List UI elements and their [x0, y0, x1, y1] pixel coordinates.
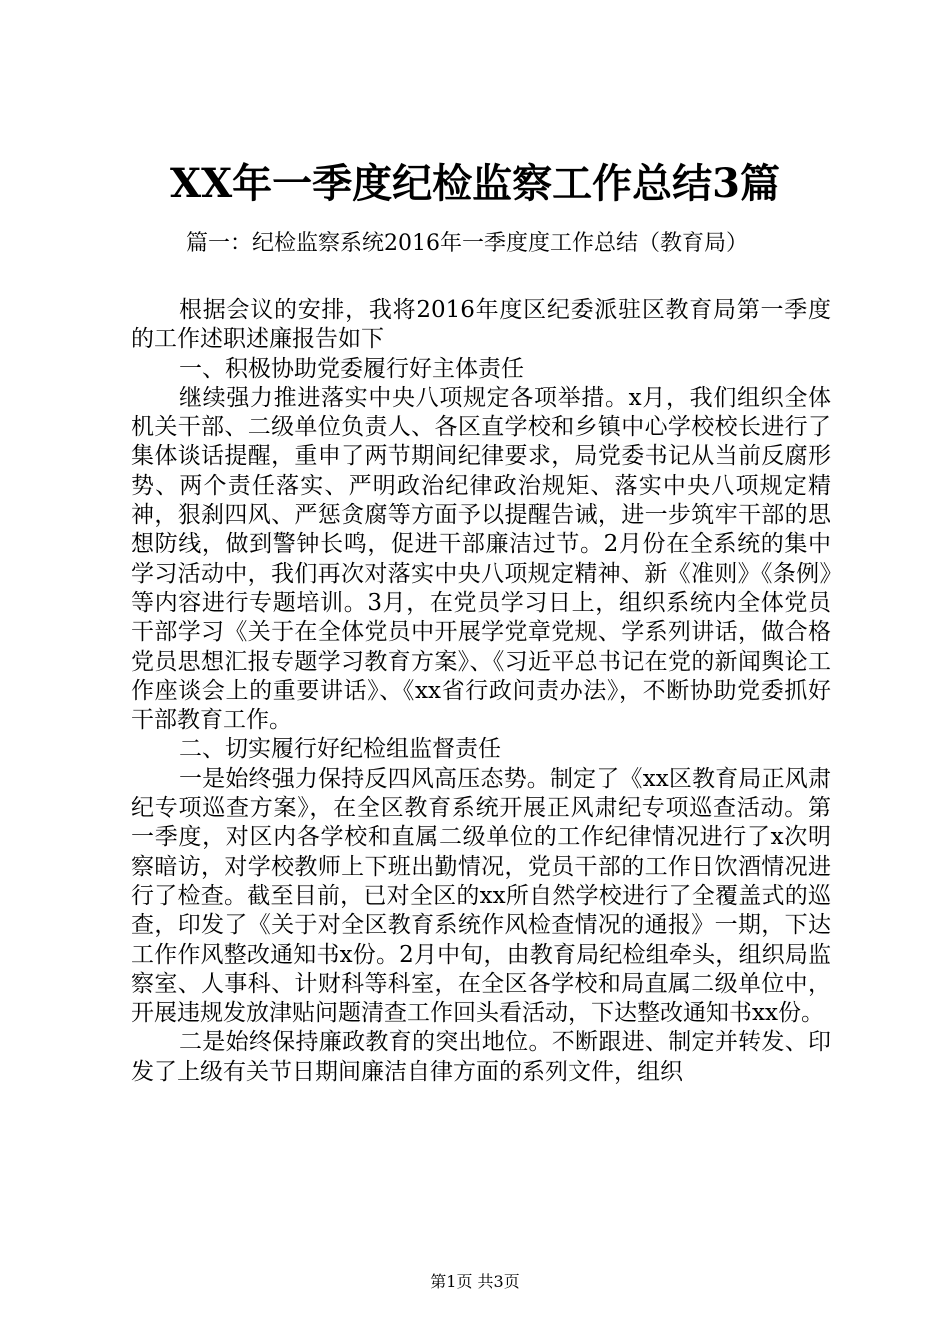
paragraph-section-2a: 一是始终强力保持反四风高压态势。制定了《xx区教育局正风肃纪专项巡查方案》，在全区教育系统开展正风肃纪专项巡查活动。第一季度，对区内各学校和直属二级单位的工作纪律情况进行了x次明察暗访，对学校教师上下班出勤情况，党员干部的工作日饮酒情况进行了检查。截至目前，已对全区的xx所自然学校进行了全覆盖式的巡查，印发了《关于对全区教育系统作风检查情况的通报》一期，下达工作作风整改通知书x份。2月中旬，由教育局纪检组牵头，组织局监察室、人事科、计财科等科室，在全区各学校和局直属二级单位中，开展违规发放津贴问题清查工作回头看活动，下达整改通知书xx份。 — [131, 765, 831, 1027]
paragraph-intro: 根据会议的安排，我将2016年度区纪委派驻区教育局第一季度的工作述职述廉报告如下 — [131, 297, 831, 353]
section-heading-1: 一、积极协助党委履行好主体责任 — [179, 355, 524, 382]
document-subtitle: 篇一：纪检监察系统2016年一季度度工作总结（教育局） — [186, 231, 748, 256]
section-heading-2: 二、切实履行好纪检组监督责任 — [179, 736, 501, 763]
document-body — [131, 296, 831, 1087]
page-footer: 第1页 共3页 — [430, 1272, 520, 1291]
paragraph-section-2b: 二是始终保持廉政教育的突出地位。不断跟进、制定并转发、印发了上级有关节日期间廉洁自律方面的系列文件，组织 — [131, 1029, 831, 1085]
paragraph-section-1: 继续强力推进落实中央八项规定各项举措。x月，我们组织全体机关干部、二级单位负责人、各区直学校和乡镇中心学校校长进行了集体谈话提醒，重申了两节期间纪律要求，局党委书记从当前反腐形势、两个责任落实、严明政治纪律政治规矩、落实中央八项规定精神，狠刹四风、严惩贪腐等方面予以提醒告诫，进一步筑牢干部的思想防线，做到警钟长鸣，促进干部廉洁过节。2月份在全系统的集中学习活动中，我们再次对落实中央八项规定精神、新《准则》《条例》等内容进行专题培训。3月，在党员学习日上，组织系统内全体党员干部学习《关于在全体党员中开展学党章党规、学系列讲话，做合格党员思想汇报专题学习教育方案》、《习近平总书记在党的新闻舆论工作座谈会上的重要讲话》、《xx省行政问责办法》，不断协助党委抓好干部教育工作。 — [131, 384, 831, 734]
document-title: XX年一季度纪检监察工作总结3篇 — [170, 160, 780, 207]
